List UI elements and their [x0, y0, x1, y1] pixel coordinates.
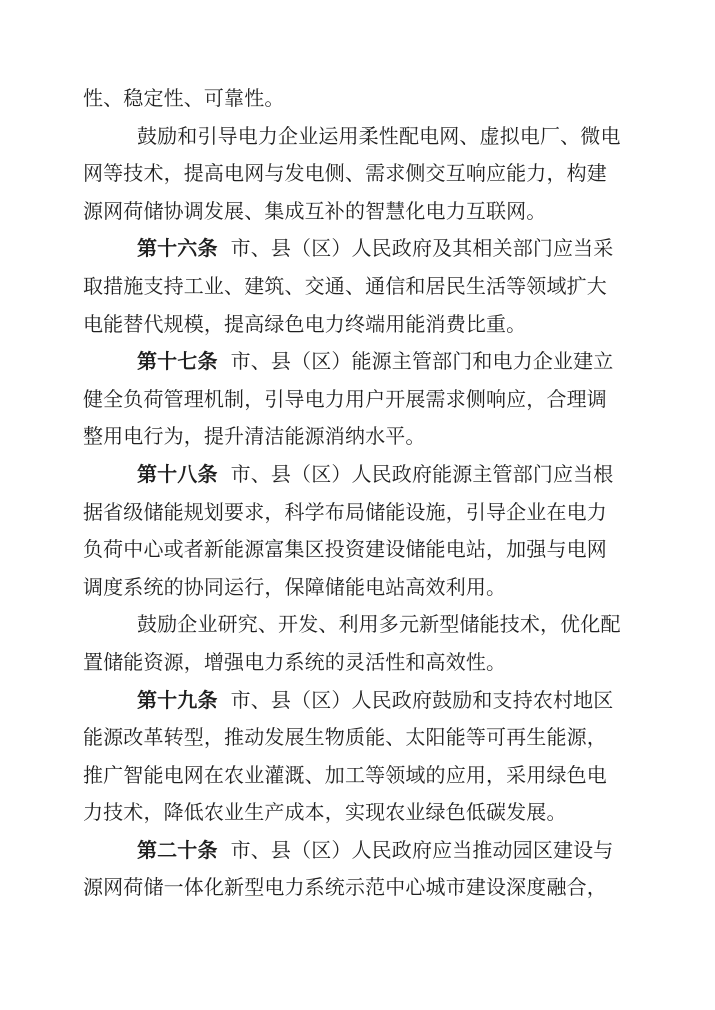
text-line — [83, 419, 609, 457]
text-line — [83, 795, 609, 833]
text-line — [83, 231, 614, 269]
text-line — [83, 833, 614, 871]
article-number: 第十七条 — [137, 351, 218, 374]
line-text: 网等技术，提高电网与发电侧、需求侧交互响应能力，构建 — [83, 163, 607, 186]
line-text: 电能替代规模，提高绿色电力终端用能消费比重。 — [83, 313, 527, 336]
line-text: 力技术，降低农业生产成本，实现农业绿色低碳发展。 — [83, 802, 567, 825]
text-line — [83, 344, 614, 382]
text-line — [83, 457, 614, 495]
line-text: 负荷中心或者新能源富集区投资建设储能电站，加强与电网 — [83, 539, 607, 562]
line-text: 置储能资源，增强电力系统的灵活性和高效性。 — [83, 651, 507, 674]
text-line — [83, 870, 609, 908]
line-text: 鼓励企业研究、开发、利用多元新型储能技术，优化配 — [137, 614, 621, 637]
line-text: 调度系统的协同运行，保障储能电站高效利用。 — [83, 576, 507, 599]
article-number: 第十八条 — [137, 463, 218, 486]
text-line — [83, 382, 609, 420]
line-text: 市、县（区）人民政府及其相关部门应当采 — [230, 238, 614, 261]
line-text: 整用电行为，提升清洁能源消纳水平。 — [83, 426, 426, 449]
text-line — [83, 607, 621, 645]
text-line — [83, 81, 609, 119]
text-line — [83, 645, 609, 683]
text-line — [83, 194, 609, 232]
line-text: 市、县（区）人民政府应当推动园区建设与 — [230, 839, 614, 862]
line-text: 鼓励和引导电力企业运用柔性配电网、虚拟电厂、微电 — [137, 125, 621, 148]
text-line — [83, 495, 609, 533]
line-text: 市、县（区）人民政府能源主管部门应当根 — [230, 463, 614, 486]
article-number: 第十九条 — [137, 689, 218, 712]
document-text — [83, 81, 621, 908]
line-text: 推广智能电网在农业灌溉、加工等领域的应用，采用绿色电 — [83, 764, 607, 787]
line-text: 市、县（区）能源主管部门和电力企业建立 — [230, 351, 614, 374]
text-line — [83, 156, 609, 194]
text-line — [83, 119, 621, 157]
text-line — [83, 269, 609, 307]
text-line — [83, 532, 609, 570]
line-text: 市、县（区）人民政府鼓励和支持农村地区 — [230, 689, 614, 712]
article-number: 第十六条 — [137, 238, 218, 261]
text-line — [83, 683, 614, 721]
text-line — [83, 758, 609, 796]
line-text: 健全负荷管理机制，引导电力用户开展需求侧响应，合理调 — [83, 388, 607, 411]
text-line — [83, 307, 609, 345]
line-text: 取措施支持工业、建筑、交通、通信和居民生活等领域扩大 — [83, 275, 607, 298]
text-line — [83, 570, 609, 608]
line-text: 源网荷储协调发展、集成互补的智慧化电力互联网。 — [83, 200, 547, 223]
line-text: 据省级储能规划要求，科学布局储能设施，引导企业在电力 — [83, 501, 607, 524]
line-text: 源网荷储一体化新型电力系统示范中心城市建设深度融合， — [83, 877, 607, 900]
text-line — [83, 720, 609, 758]
line-text: 能源改革转型，推动发展生物质能、太阳能等可再生能源， — [83, 727, 607, 750]
line-text: 性、稳定性、可靠性。 — [83, 88, 285, 110]
article-number: 第二十条 — [137, 839, 218, 862]
